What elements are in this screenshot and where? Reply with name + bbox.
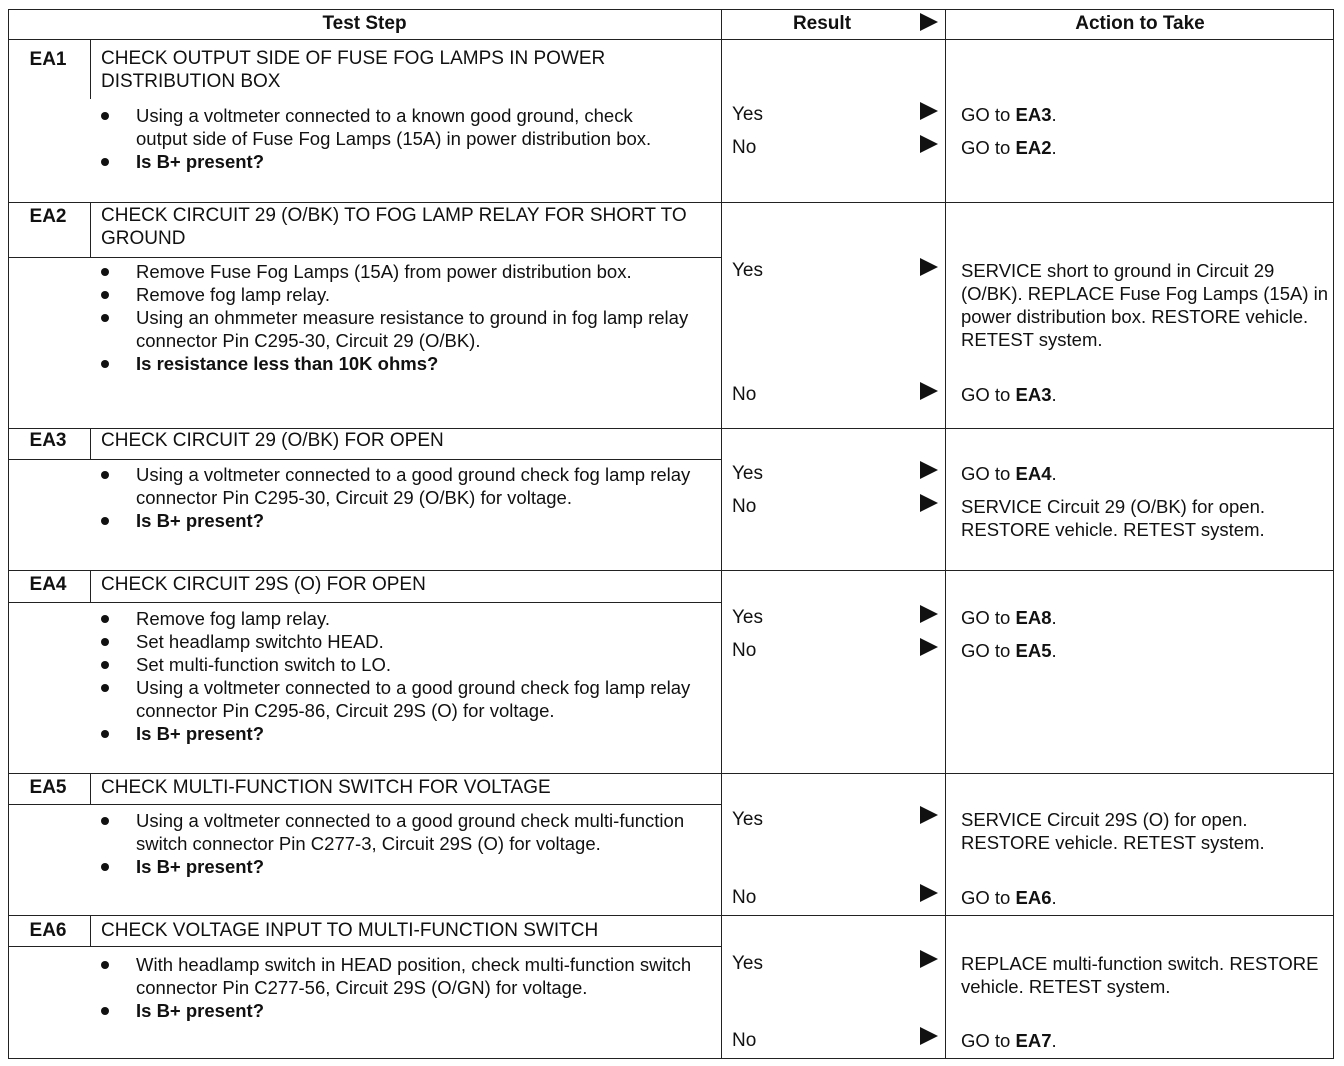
action-text: GO to EA7. (961, 1030, 1057, 1051)
bullet-item: Set multi-function switch to LO. (98, 653, 698, 676)
step-code: EA4 (29, 574, 67, 595)
step-bullets (98, 260, 698, 375)
action-text: SERVICE Circuit 29S (O) for open. RESTORE vehicle. RETEST system. (961, 809, 1265, 853)
result-yes: Yes (732, 104, 763, 125)
step-code: EA2 (29, 206, 67, 227)
test-step-table (8, 9, 1334, 1058)
step-question: Is B+ present? (98, 855, 698, 878)
table-left-border (8, 9, 9, 1058)
code-column-divider (90, 203, 91, 257)
action-text: GO to EA4. (961, 463, 1057, 484)
action-text: SERVICE Circuit 29 (O/BK) for open. RESTORE vehicle. RETEST system. (961, 496, 1265, 540)
arrow-icon (920, 605, 938, 623)
bullet-item: Remove fog lamp relay. (98, 607, 698, 630)
title-underline (8, 459, 721, 460)
result-yes: Yes (732, 463, 763, 484)
step-title: CHECK MULTI-FUNCTION SWITCH FOR VOLTAGE (101, 777, 551, 798)
arrow-icon (920, 806, 938, 824)
action-text: GO to EA8. (961, 607, 1057, 628)
arrow-icon (920, 494, 938, 512)
arrow-icon (920, 102, 938, 120)
action-text: GO to EA6. (961, 887, 1057, 908)
row-divider (8, 202, 1334, 203)
bullet-item: Remove Fuse Fog Lamps (15A) from power distribution box. (98, 260, 666, 283)
arrow-icon (920, 1027, 938, 1045)
step-question: Is B+ present? (98, 150, 698, 173)
step-code: EA3 (29, 430, 67, 451)
result-column-divider (721, 9, 722, 1058)
title-underline (8, 257, 721, 258)
step-bullets (98, 104, 698, 173)
result-yes: Yes (732, 607, 763, 628)
row-divider (8, 773, 1334, 774)
title-underline (8, 804, 721, 805)
action-column-divider (945, 9, 946, 1058)
step-bullets (98, 463, 698, 532)
bullet-item: Using a voltmeter connected to a known good ground, check output side of Fuse Fog Lamps (15A) in power distribution box. (98, 104, 676, 150)
result-yes: Yes (732, 260, 763, 281)
step-bullets (98, 953, 698, 1022)
action-text: GO to EA2. (961, 137, 1057, 158)
step-title: CHECK VOLTAGE INPUT TO MULTI-FUNCTION SWITCH (101, 920, 599, 941)
arrow-icon (920, 382, 938, 400)
result-no: No (732, 887, 757, 908)
step-code: EA5 (29, 777, 67, 798)
action-text: REPLACE multi-function switch. RESTORE vehicle. RETEST system. (961, 953, 1319, 997)
title-underline (8, 946, 721, 947)
step-question: Is B+ present? (98, 509, 698, 532)
bullet-item: With headlamp switch in HEAD position, check multi-function switch connector Pin C277-56, Circuit 29S (O/GN) for voltage. (98, 953, 736, 999)
title-underline (8, 602, 721, 603)
step-title: CHECK CIRCUIT 29 (O/BK) FOR OPEN (101, 430, 444, 451)
row-divider (8, 915, 1334, 916)
bullet-item: Using a voltmeter connected to a good ground check multi-function switch connector Pin C277-3, Circuit 29S (O) for voltage. (98, 809, 726, 855)
bullet-item: Using an ohmmeter measure resistance to ground in fog lamp relay connector Pin C295-30, Circuit 29 (O/BK). (98, 306, 696, 352)
step-bullets (98, 809, 698, 878)
header-test-step: Test Step (322, 13, 407, 34)
header-arrow-icon (920, 13, 938, 31)
action-text: GO to EA3. (961, 384, 1057, 405)
step-title: CHECK CIRCUIT 29S (O) FOR OPEN (101, 574, 426, 595)
code-column-divider (90, 916, 91, 946)
code-column-divider (90, 429, 91, 459)
arrow-icon (920, 258, 938, 276)
step-title: CHECK CIRCUIT 29 (O/BK) TO FOG LAMP RELAY FOR SHORT TO GROUND (101, 205, 687, 249)
step-code: EA1 (29, 49, 67, 70)
arrow-icon (920, 135, 938, 153)
step-bullets (98, 607, 698, 745)
result-no: No (732, 137, 757, 158)
step-title: CHECK OUTPUT SIDE OF FUSE FOG LAMPS IN POWER DISTRIBUTION BOX (101, 48, 606, 92)
action-text: SERVICE short to ground in Circuit 29 (O/BK). REPLACE Fuse Fog Lamps (15A) in power distribution box. RESTORE vehicle. RETEST system. (961, 260, 1329, 350)
arrow-icon (920, 638, 938, 656)
table-bottom-border (8, 1058, 1334, 1059)
arrow-icon (920, 461, 938, 479)
result-no: No (732, 496, 757, 517)
step-question: Is resistance less than 10K ohms? (98, 352, 698, 375)
arrow-icon (920, 950, 938, 968)
code-column-divider (90, 774, 91, 804)
header-result: Result (792, 13, 852, 34)
arrow-icon (920, 884, 938, 902)
table-right-border (1333, 9, 1334, 1058)
header-action: Action to Take (1075, 13, 1205, 34)
bullet-item: Set headlamp switchto HEAD. (98, 630, 698, 653)
header-divider (8, 39, 1334, 40)
code-column-divider (90, 571, 91, 603)
bullet-item: Using a voltmeter connected to a good ground check fog lamp relay connector Pin C295-30, Circuit 29 (O/BK) for voltage. (98, 463, 736, 509)
result-no: No (732, 384, 757, 405)
bullet-item: Remove fog lamp relay. (98, 283, 698, 306)
action-text: GO to EA5. (961, 640, 1057, 661)
table-top-border (8, 9, 1334, 10)
row-divider (8, 570, 1334, 571)
result-yes: Yes (732, 809, 763, 830)
step-code: EA6 (29, 920, 67, 941)
bullet-item: Using a voltmeter connected to a good ground check fog lamp relay connector Pin C295-86, Circuit 29S (O) for voltage. (98, 676, 736, 722)
code-column-divider (90, 39, 91, 99)
result-no: No (732, 640, 757, 661)
step-question: Is B+ present? (98, 722, 698, 745)
result-no: No (732, 1030, 757, 1051)
result-yes: Yes (732, 953, 763, 974)
action-text: GO to EA3. (961, 104, 1057, 125)
step-question: Is B+ present? (98, 999, 698, 1022)
